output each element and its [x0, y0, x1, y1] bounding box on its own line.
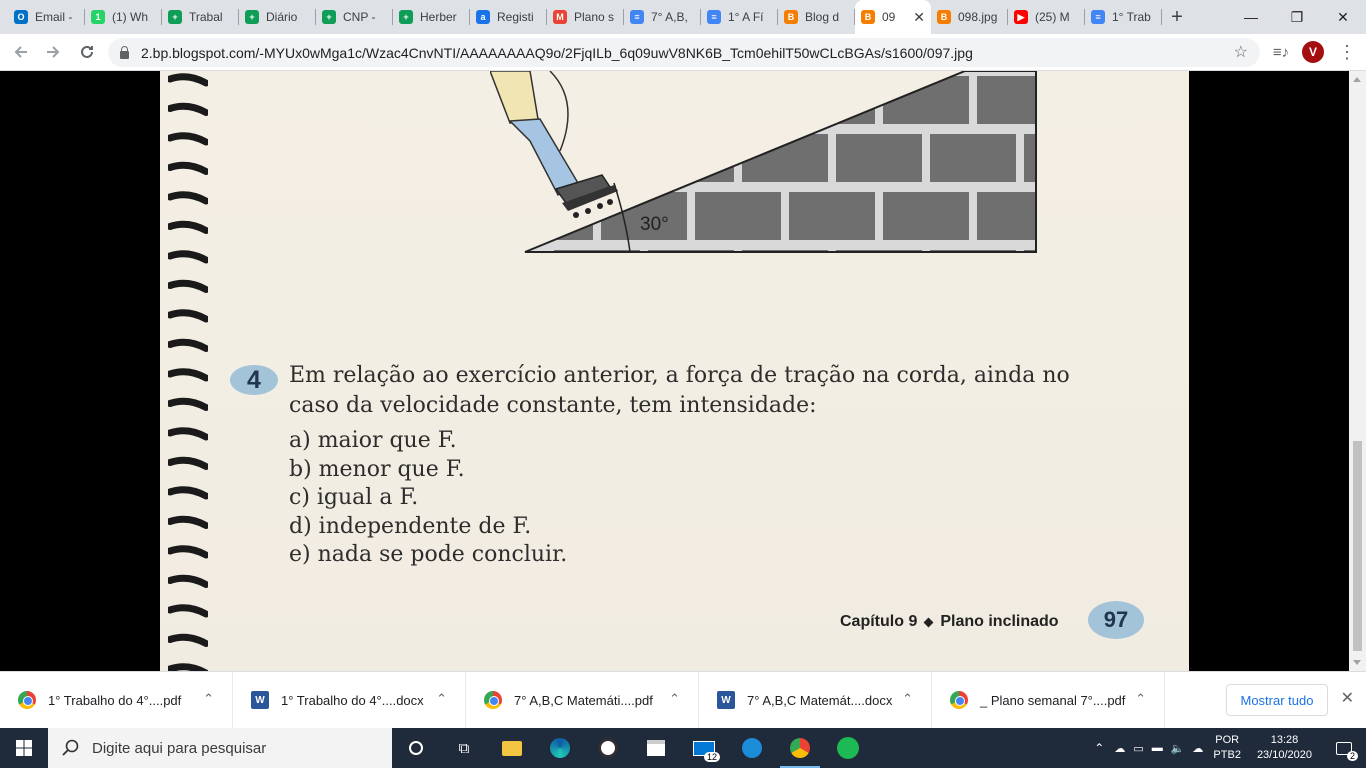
brick	[836, 134, 922, 182]
browser-tab[interactable]	[85, 0, 162, 34]
question-text: Em relação ao exercício anterior, a força de tração na corda, ainda no caso da velocidade constante, tem intensidade:	[289, 363, 1070, 418]
option-e: e) nada se pode concluir.	[289, 542, 568, 567]
browser-tab[interactable]	[778, 0, 855, 34]
scroll-down-arrow-icon[interactable]	[1353, 660, 1361, 665]
textbook-page	[160, 71, 1189, 671]
cortana-icon[interactable]	[392, 728, 440, 768]
windows-logo-icon	[16, 740, 32, 756]
browser-tab[interactable]	[547, 0, 624, 34]
arrow-left-icon	[13, 44, 29, 60]
tab-label: Registi	[497, 10, 534, 24]
avatar-initial: V	[1302, 41, 1324, 63]
tab-label: Plano s	[574, 10, 615, 24]
word-file-icon: W	[717, 691, 735, 709]
download-options-chevron-icon[interactable]: ⌃	[902, 690, 913, 706]
chapter-label: Capítulo 9	[840, 613, 918, 630]
option-c: c) igual a F.	[289, 485, 419, 510]
new-tab-button[interactable]: +	[1171, 5, 1183, 28]
browser-tab[interactable]	[701, 0, 778, 34]
tab-favicon-icon: 1	[91, 10, 105, 24]
download-item[interactable]	[932, 672, 1165, 729]
notification-center-icon[interactable]	[1322, 728, 1366, 768]
download-filename: _ Plano semanal 7°....pdf	[980, 692, 1126, 708]
menu-kebab-icon[interactable]: ⋮	[1338, 41, 1356, 62]
download-filename: 1° Trabalho do 4°....docx	[281, 692, 424, 708]
tab-label: Diário	[266, 10, 298, 24]
diamond-icon	[924, 617, 934, 627]
chrome-file-icon	[484, 691, 502, 709]
weather-warning-icon[interactable]: ☁	[1114, 742, 1126, 755]
obs-icon[interactable]	[584, 728, 632, 768]
spiral-ring	[170, 283, 206, 289]
tab-label: Trabal	[189, 10, 223, 24]
word-file-icon: W	[251, 691, 269, 709]
browser-tab[interactable]	[316, 0, 393, 34]
download-options-chevron-icon[interactable]: ⌃	[203, 690, 214, 706]
close-window-button[interactable]: ✕	[1337, 8, 1349, 25]
address-bar[interactable]	[108, 38, 1260, 67]
clock[interactable]	[1247, 733, 1322, 763]
tab-favicon-icon: B	[861, 10, 875, 24]
spiral-ring	[170, 165, 206, 171]
tab-favicon-icon: ≡	[1091, 10, 1105, 24]
angle-label: 30°	[640, 214, 669, 235]
lang-bottom: PTB2	[1213, 749, 1241, 761]
spotify-icon[interactable]	[824, 728, 872, 768]
answer-options	[289, 427, 567, 570]
scroll-up-arrow-icon[interactable]	[1353, 77, 1361, 82]
spiral-ring	[170, 372, 206, 378]
tab-label: (25) M	[1035, 10, 1070, 24]
task-view-icon[interactable]: ⧉	[458, 739, 470, 757]
download-item[interactable]	[699, 672, 932, 729]
option-b: b) menor que F.	[289, 456, 465, 482]
brick	[789, 192, 875, 240]
spiral-ring	[170, 490, 206, 496]
media-control-icon[interactable]: ≡♪	[1272, 43, 1290, 61]
close-downloads-icon[interactable]: ✕	[1340, 690, 1354, 707]
tab-label: Herber	[420, 10, 457, 24]
edge-icon[interactable]	[536, 728, 584, 768]
back-button[interactable]	[8, 39, 34, 65]
brick	[789, 76, 875, 124]
download-filename: 1° Trabalho do 4°....pdf	[48, 692, 182, 708]
tab-favicon-icon: +	[322, 10, 336, 24]
tab-label: Blog d	[805, 10, 840, 24]
notification-count: 2	[1347, 751, 1358, 761]
spiral-ring	[170, 342, 206, 348]
brick	[977, 76, 1050, 124]
restore-button[interactable]: ❐	[1290, 8, 1304, 25]
download-options-chevron-icon[interactable]: ⌃	[1135, 690, 1146, 706]
brick	[648, 134, 734, 182]
search-icon	[62, 739, 80, 757]
language-indicator[interactable]	[1207, 733, 1247, 763]
browser-toolbar	[0, 34, 1366, 71]
chrome-file-icon	[950, 691, 968, 709]
mail-badge: 12	[704, 752, 720, 762]
browser-tab[interactable]	[393, 0, 470, 34]
spiral-ring	[170, 313, 206, 319]
tab-favicon-icon: B	[937, 10, 951, 24]
minimize-button[interactable]: —	[1244, 9, 1258, 25]
tab-label: Email -	[35, 10, 73, 24]
profile-avatar[interactable]	[1300, 39, 1326, 65]
spiral-ring	[170, 195, 206, 201]
tab-label: 1° A Fí	[728, 10, 764, 24]
spiral-ring	[170, 136, 206, 142]
spiral-ring	[170, 608, 206, 614]
brick	[977, 192, 1050, 240]
tab-favicon-icon: B	[784, 10, 798, 24]
scroll-thumb[interactable]	[1353, 441, 1362, 651]
browser-tab[interactable]	[855, 0, 931, 34]
battery-icon[interactable]: ▬	[1151, 742, 1163, 754]
tab-favicon-icon: a	[476, 10, 490, 24]
media-app-icon[interactable]	[728, 728, 776, 768]
spiral-ring	[170, 460, 206, 466]
spiral-binding	[168, 71, 208, 671]
spiral-ring	[170, 106, 206, 112]
tab-favicon-icon: O	[14, 10, 28, 24]
option-a: a) maior que F.	[289, 428, 457, 453]
tab-favicon-icon: +	[168, 10, 182, 24]
vertical-scrollbar[interactable]	[1349, 71, 1366, 671]
search-placeholder: Digite aqui para pesquisar	[92, 739, 267, 757]
spiral-ring	[170, 224, 206, 230]
tab-favicon-icon: +	[399, 10, 413, 24]
reload-button[interactable]	[74, 39, 100, 65]
download-options-chevron-icon[interactable]: ⌃	[436, 690, 447, 706]
topic-label: Plano inclinado	[940, 613, 1059, 630]
chapter-footer	[840, 613, 1059, 631]
tab-favicon-icon: M	[553, 10, 567, 24]
onedrive-cloud-icon[interactable]: ☁	[1192, 742, 1204, 755]
volume-icon[interactable]: 🔈	[1170, 742, 1185, 755]
windows-taskbar	[0, 728, 1366, 768]
tab-label: 09	[882, 10, 896, 24]
start-button[interactable]	[0, 728, 48, 768]
browser-tab[interactable]	[624, 0, 701, 34]
spiral-ring	[170, 254, 206, 260]
option-d: d) independente de F.	[289, 513, 532, 539]
spiral-ring	[170, 431, 206, 437]
browser-tab[interactable]	[1008, 0, 1085, 34]
download-item[interactable]	[0, 672, 233, 729]
tab-label: 1° Trab	[1112, 10, 1151, 24]
brick	[883, 192, 969, 240]
brick	[695, 76, 781, 124]
forward-button[interactable]	[40, 39, 66, 65]
brick	[930, 134, 1016, 182]
browser-tab[interactable]	[1085, 0, 1162, 34]
tab-favicon-icon: ≡	[707, 10, 721, 24]
image-viewer	[0, 71, 1366, 671]
download-filename: 7° A,B,C Matemáti....pdf	[514, 692, 653, 708]
tab-label: (1) Wh	[112, 10, 148, 24]
network-icon[interactable]: ▭	[1133, 742, 1144, 755]
download-item[interactable]	[233, 672, 466, 729]
bookmark-star-icon[interactable]: ☆	[1233, 44, 1248, 61]
spiral-ring	[170, 519, 206, 525]
download-filename: 7° A,B,C Matemát....docx	[747, 692, 893, 708]
file-explorer-icon[interactable]	[488, 728, 536, 768]
chrome-taskbar-icon[interactable]	[776, 728, 824, 768]
tab-favicon-icon: +	[245, 10, 259, 24]
tab-favicon-icon: ▶	[1014, 10, 1028, 24]
taskbar-search[interactable]	[48, 728, 392, 768]
spiral-ring	[170, 578, 206, 584]
spiral-ring	[170, 77, 206, 83]
tab-label: CNP -	[343, 10, 376, 24]
store-icon[interactable]	[632, 728, 680, 768]
page-number: 97	[1088, 601, 1144, 639]
downloads-bar	[0, 671, 1366, 728]
tab-strip	[0, 0, 1366, 34]
browser-tab[interactable]	[470, 0, 547, 34]
arrow-right-icon	[45, 44, 61, 60]
inclined-plane-illustration	[490, 71, 1050, 261]
lang-top: POR	[1215, 734, 1240, 746]
mail-icon[interactable]	[680, 728, 728, 768]
browser-tab[interactable]	[931, 0, 1008, 34]
question-number-badge: 4	[230, 365, 278, 395]
tab-label: 7° A,B,	[651, 10, 688, 24]
browser-tab[interactable]	[162, 0, 239, 34]
browser-tab[interactable]	[8, 0, 85, 34]
system-tray	[1088, 728, 1366, 768]
reload-icon	[79, 44, 95, 60]
download-item[interactable]	[466, 672, 699, 729]
clock-date: 23/10/2020	[1256, 749, 1312, 761]
clock-time: 13:28	[1270, 734, 1299, 746]
spiral-ring	[170, 637, 206, 643]
show-all-downloads-button[interactable]: Mostrar tudo	[1226, 684, 1328, 716]
download-options-chevron-icon[interactable]: ⌃	[669, 690, 680, 706]
brick	[601, 76, 687, 124]
brick	[695, 192, 781, 240]
tab-favicon-icon: ≡	[630, 10, 644, 24]
spiral-ring	[170, 549, 206, 555]
chrome-file-icon	[18, 691, 36, 709]
spiral-ring	[170, 401, 206, 407]
tray-expand-chevron-icon[interactable]: ⌃	[1094, 741, 1105, 755]
url-text: 2.bp.blogspot.com/-MYUx0wMga1c/Wzac4CnvNTI/AAAAAAAAQ9o/2FjqILb_6q09uwV8NK6B_Tcm0ehilT50wCLcBGAs/s1600/097.jpg	[141, 44, 973, 61]
tab-close-icon[interactable]: ✕	[913, 8, 925, 25]
lock-icon	[120, 51, 129, 59]
browser-tab[interactable]	[239, 0, 316, 34]
tab-label: 098.jpg	[958, 10, 998, 24]
